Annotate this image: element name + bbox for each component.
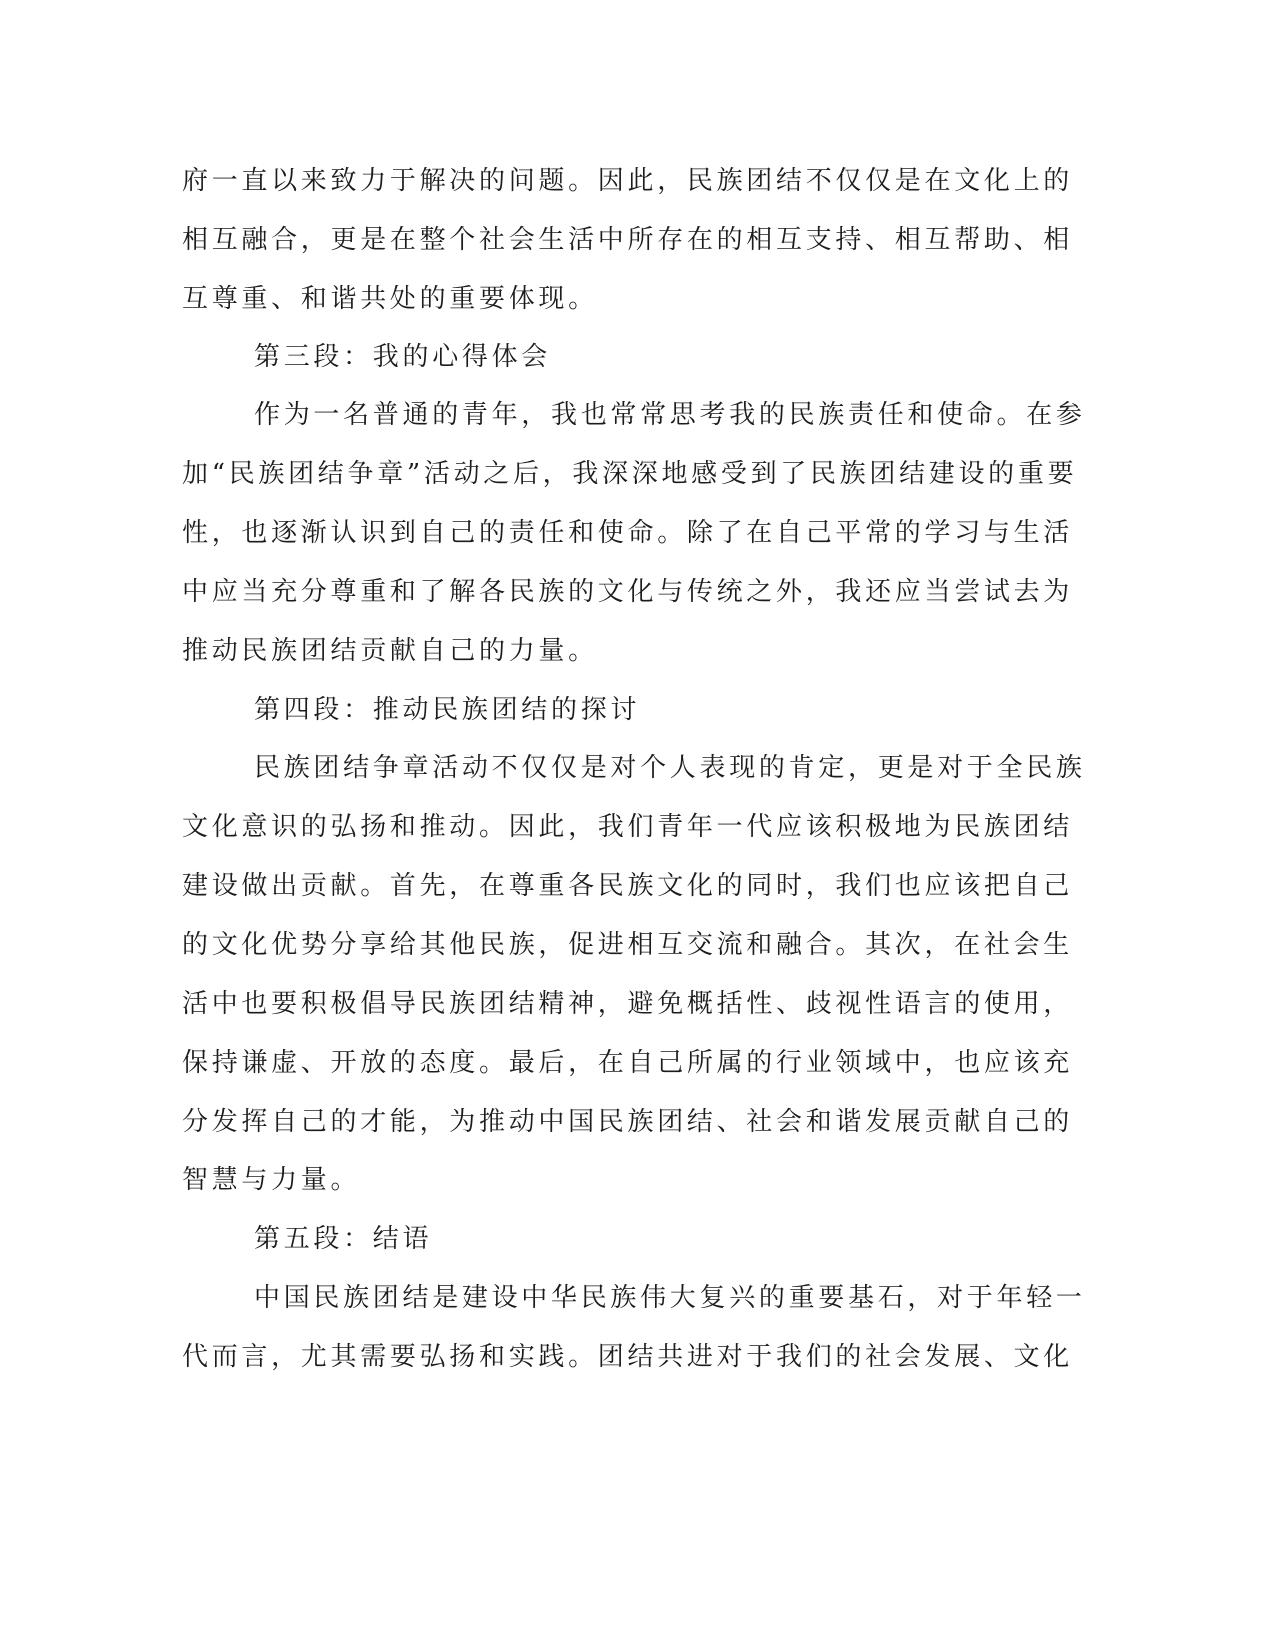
paragraph-line: 作为一名普通的青年，我也常常思考我的民族责任和使命。在参 (254, 400, 1086, 430)
paragraph-line: 性，也逐渐认识到自己的责任和使命。除了在自己平常的学习与生活 (182, 518, 1074, 548)
section-heading: 第三段：我的心得体会 (254, 342, 552, 372)
paragraph-line: 中国民族团结是建设中华民族伟大复兴的重要基石，对于年轻一 (254, 1283, 1086, 1313)
paragraph-line: 中应当充分尊重和了解各民族的文化与传统之外，我还应当尝试去为 (182, 577, 1074, 607)
paragraph-line: 智慧与力量。 (182, 1165, 361, 1195)
paragraph-line: 的文化优势分享给其他民族，促进相互交流和融合。其次，在社会生 (182, 930, 1074, 960)
paragraph-line: 建设做出贡献。首先，在尊重各民族文化的同时，我们也应该把自己 (182, 871, 1074, 901)
paragraph-line: 推动民族团结贡献自己的力量。 (182, 636, 598, 666)
paragraph-line: 民族团结争章活动不仅仅是对个人表现的肯定，更是对于全民族 (254, 753, 1086, 783)
paragraph-line: 加“民族团结争章”活动之后，我深深地感受到了民族团结建设的重要 (182, 459, 1078, 489)
paragraph-line: 分发挥自己的才能，为推动中国民族团结、社会和谐发展贡献自己的 (182, 1107, 1074, 1137)
paragraph-line: 代而言，尤其需要弘扬和实践。团结共进对于我们的社会发展、文化 (182, 1342, 1074, 1372)
paragraph-line: 文化意识的弘扬和推动。因此，我们青年一代应该积极地为民族团结 (182, 812, 1074, 842)
section-heading: 第四段：推动民族团结的探讨 (254, 695, 641, 725)
paragraph-line: 互尊重、和谐共处的重要体现。 (182, 284, 598, 314)
paragraph-line: 活中也要积极倡导民族团结精神，避免概括性、歧视性语言的使用， (182, 989, 1074, 1019)
paragraph-line: 保持谦虚、开放的态度。最后，在自己所属的行业领域中，也应该充 (182, 1048, 1074, 1078)
section-heading: 第五段：结语 (254, 1224, 433, 1254)
paragraph-line: 相互融合，更是在整个社会生活中所存在的相互支持、相互帮助、相 (182, 225, 1074, 255)
paragraph-line: 府一直以来致力于解决的问题。因此，民族团结不仅仅是在文化上的 (182, 166, 1074, 196)
